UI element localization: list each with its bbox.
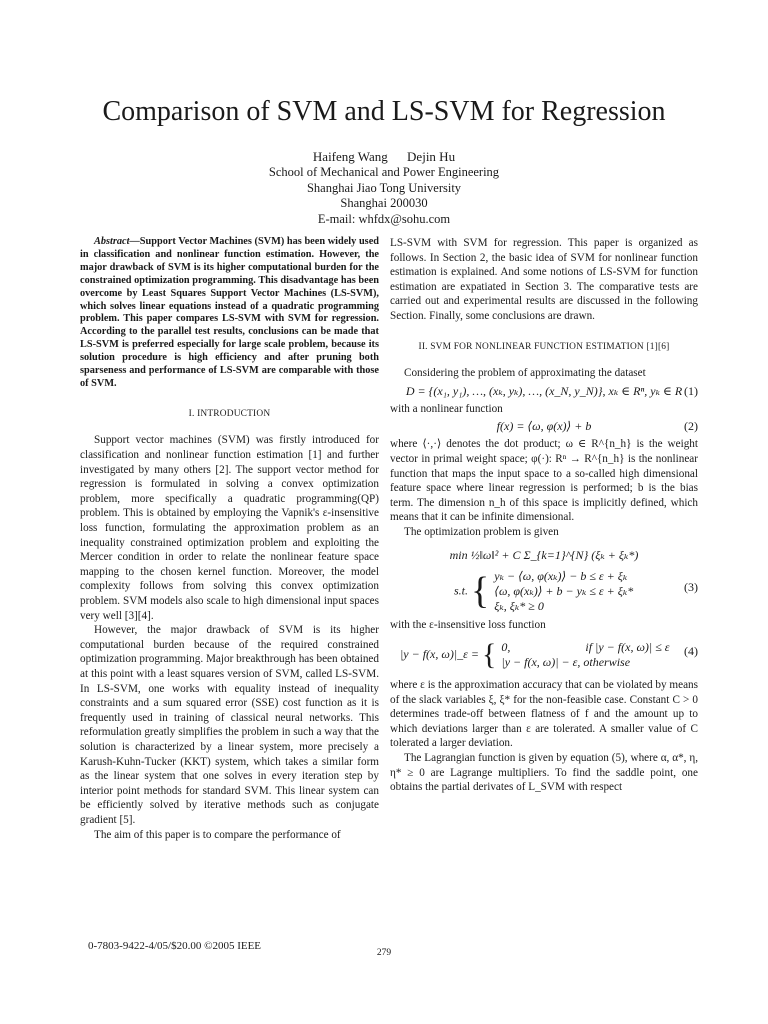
paragraph: Support vector machines (SVM) was firstly introduced for classification and nonlinear function estimation [1] and further investigated by many others [2]. The support vector method for regression is formulated in solving a convex optimization problem, more specifically a quadratic programming(QP) problem. This is obtained by employing the Vapnik's ε-insensitive loss function, formulating the approximation problem as an inequality constrained optimization problem and exploiting the Mercer condition in order to relate the nonlinear feature space mapping to the chosen kernel function. Moreover, the model complexity follows from solving this convex optimization problem. SVM models also scale to high dimensional input spaces very well [3][4]. xyxy=(80,434,379,622)
author-names xyxy=(0,148,768,165)
section-heading-introduction: I. INTRODUCTION xyxy=(188,408,271,419)
abstract-label: Abstract— xyxy=(94,236,140,247)
equation-4-lhs: |y − f(x, ω)|_ε = xyxy=(400,646,479,661)
left-brace-icon: { xyxy=(481,638,497,672)
left-column xyxy=(80,236,379,842)
abstract xyxy=(80,236,379,391)
paragraph: The Lagrangian function is given by equation (5), where α, α*, η, η* ≥ 0 are Lagrange multipliers. To find the saddle point, one obtains the partial derivates of L_SVM with respect xyxy=(390,752,698,794)
equation-3-constraints xyxy=(454,569,698,614)
page-number: 279 xyxy=(376,948,392,958)
author-block xyxy=(0,148,768,227)
paragraph: with the ε-insensitive loss function xyxy=(390,618,546,631)
paragraph: where ⟨·,·⟩ denotes the dot product; ω ∈ R^{n_h} is the weight vector in primal weight space; φ(·): Rⁿ → R^{n_h} is the nonlinear function that maps the input space to a so-called high dimensional feature space where linear regression is performed; b is the bias term. The dimension n_h of this space is implicitly defined, which means that it can be infinite dimensional. xyxy=(390,438,698,524)
affiliation-line: School of Mechanical and Power Engineering xyxy=(268,165,500,179)
paragraph: LS-SVM with SVM for regression. This paper is organized as follows. In Section 2, the basic idea of SVM for nonlinear function estimation is explained. And some notions of LS-SVM for function estimation are expatiated in Section 3. The comparative tests are carried out and experimental results are discussed in the following Section. Finally, some conclusions are drawn. xyxy=(390,237,698,322)
affiliation-line: Shanghai Jiao Tong University xyxy=(306,180,462,195)
case: |y − f(x, ω)| − ε, otherwise xyxy=(501,655,631,670)
equation-4 xyxy=(400,636,698,674)
constraint: ⟨ω, φ(xₖ)⟩ + b − yₖ ≤ ε + ξₖ* xyxy=(494,583,634,598)
equation-2 xyxy=(390,417,698,436)
section-heading-svm: II. SVM FOR NONLINEAR FUNCTION ESTIMATION [1][6] xyxy=(418,341,670,352)
paragraph: The aim of this paper is to compare the performance of xyxy=(94,828,341,841)
paragraph: where ε is the approximation accuracy that can be violated by means of the slack variables ξ, ξ* for the non-feasible case. Constant C > 0 determines trade-off between flatness of f and the amount up to which deviations larger than ε are tolerated. A smaller value of C tolerated a larger deviation. xyxy=(390,679,698,750)
paragraph: However, the major drawback of SVM is its higher computational burden because of the required constrained optimization programming. Major breakthrough has been obtained at this point with a least squares version of SVM, called LS-SVM. In LS-SVM, one works with equality instead of inequality constraints and a sum squared error (SSE) cost function as it is frequently used in training of classical neural networks. This reformulation greatly simplifies the problem in such a way that the solution is characterized by a linear system, more precisely a Karush-Kuhn-Tucker (KKT) system, which takes a similar form as the linear system that one solves in every iteration step by interior point methods for standard SVM. This linear system can be efficiently solved by iterative methods such as conjugate gradient [5]. xyxy=(80,624,379,826)
equation-number: (2) xyxy=(684,419,698,434)
constraint: ξₖ, ξₖ* ≥ 0 xyxy=(494,598,544,613)
paragraph: with a nonlinear function xyxy=(390,402,503,415)
copyright-notice: 0-7803-9422-4/05/$20.00 ©2005 IEEE xyxy=(88,940,262,952)
equation-number: (1) xyxy=(684,383,698,398)
constraint: yₖ − ⟨ω, φ(xₖ)⟩ − b ≤ ε + ξₖ xyxy=(494,568,628,583)
right-column xyxy=(390,236,698,795)
affiliation-email: E-mail: whfdx@sohu.com xyxy=(317,211,451,226)
paragraph: The optimization problem is given xyxy=(404,525,559,538)
equation-3-objective-body: min ½‖ω‖² + C Σ_{k=1}^{N} (ξₖ + ξₖ*) xyxy=(449,547,639,562)
constraint-stack xyxy=(494,569,633,614)
author-name: Dejin Hu xyxy=(407,149,456,164)
equation-number: (3) xyxy=(684,579,698,594)
equation-2-body: f(x) = ⟨ω, φ(x)⟩ + b xyxy=(496,419,592,434)
case: 0, if |y − f(x, ω)| ≤ ε xyxy=(501,640,670,655)
equation-1 xyxy=(390,382,698,401)
left-brace-icon: { xyxy=(471,570,490,612)
case-stack xyxy=(501,640,669,670)
equation-3-st: s.t. xyxy=(454,582,469,597)
author-name: Haifeng Wang xyxy=(312,149,388,164)
abstract-text: Support Vector Machines (SVM) has been widely used in classification and nonlinear function estimation. However, the major drawback of SVM is its higher computational burden for the constrained optimization programming. This disadvantage has been overcome by Least Squares Support Vector Machines (LS-SVM), which solves linear equations instead of a quadratic programming problem. This paper compares LS-SVM with SVM for regression. According to the parallel test results, conclusions can be made that LS-SVM is preferred especially for large scale problem, because its solution procedure is high efficiency and after pruning both sparseness and performance of LS-SVM are comparable with those of SVM. xyxy=(80,236,379,389)
equation-3-objective xyxy=(390,546,698,565)
paragraph: Considering the problem of approximating the dataset xyxy=(404,367,646,380)
equation-1-body: D = {(x₁, y₁), …, (xₖ, yₖ), …, (x_N, y_N)}, xₖ ∈ Rⁿ, yₖ ∈ R xyxy=(405,383,683,398)
affiliation-line: Shanghai 200030 xyxy=(340,196,428,210)
paper-title: Comparison of SVM and LS-SVM for Regression xyxy=(102,96,666,127)
equation-number: (4) xyxy=(684,644,698,659)
